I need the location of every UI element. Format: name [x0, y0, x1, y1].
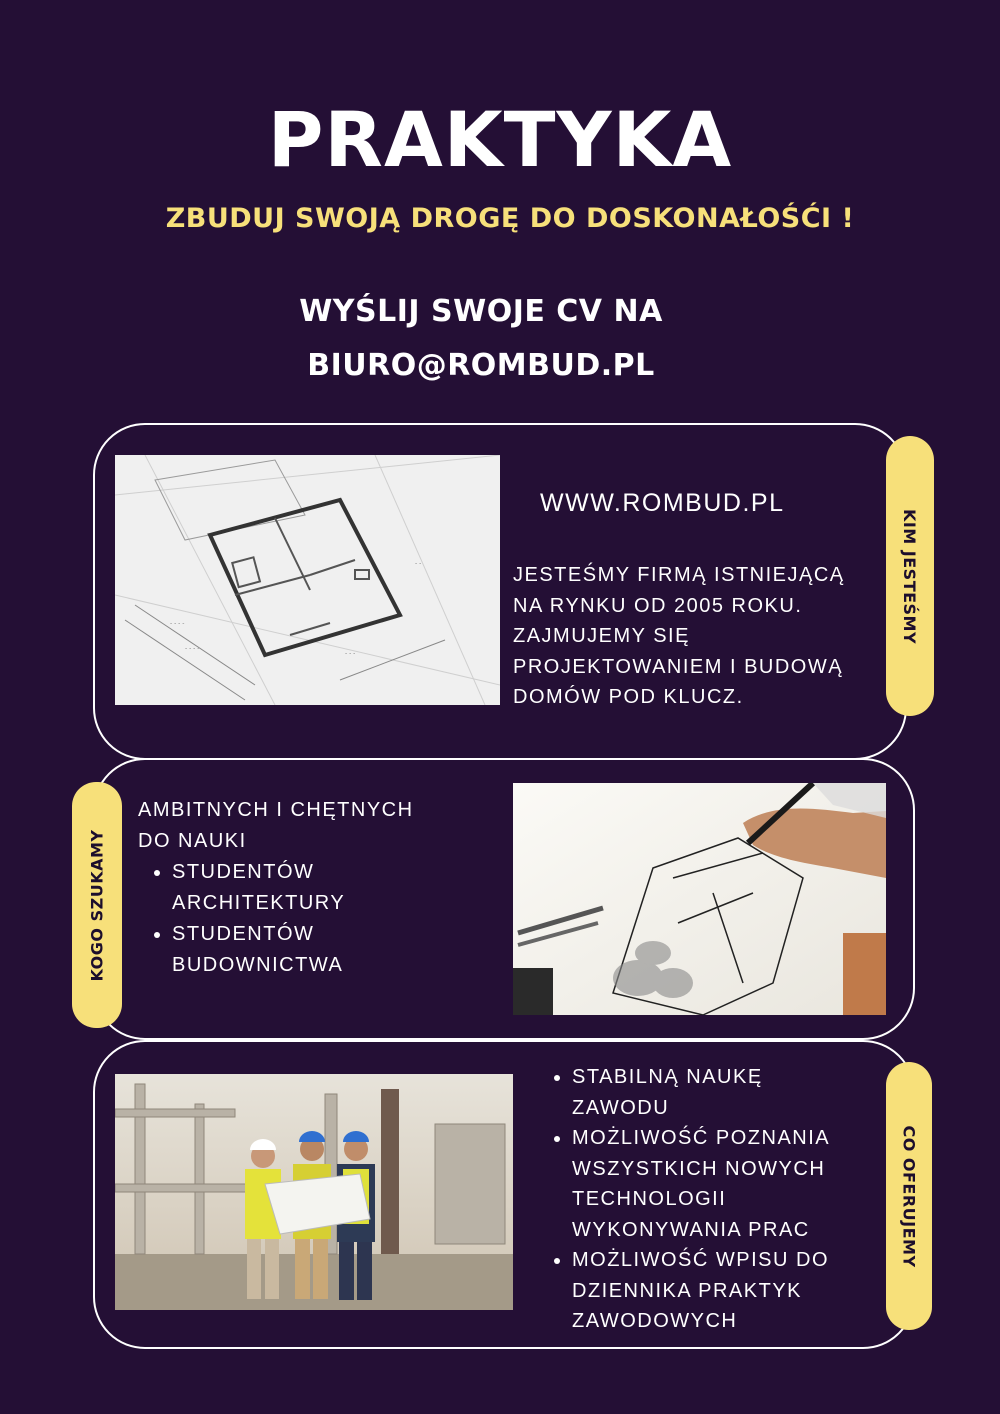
about-line: DOMÓW POD KLUCZ. — [513, 686, 744, 708]
about-line: JESTEŚMY FIRMĄ ISTNIEJĄCĄ — [513, 564, 845, 586]
tab-kogo-szukamy — [72, 782, 122, 1028]
list-item: STUDENTÓW BUDOWNICTWA — [138, 919, 414, 981]
svg-text:- - - -: - - - - — [170, 620, 185, 627]
page-title: PRAKTYKA — [267, 95, 733, 184]
offer-text — [538, 1062, 830, 1337]
tab-label: CO OFERUJEMY — [899, 1124, 919, 1268]
svg-text:- - - -: - - - - — [185, 645, 200, 652]
email-address[interactable]: BIURO@ROMBUD.PL — [307, 348, 655, 383]
floor-plan-image — [115, 455, 500, 705]
seek-text — [138, 795, 414, 981]
website-link[interactable]: WWW.ROMBUD.PL — [540, 489, 785, 517]
sketching-image — [513, 783, 886, 1015]
engineers-image — [115, 1074, 513, 1310]
about-line: NA RYNKU OD 2005 ROKU. — [513, 594, 803, 617]
seek-intro-line: AMBITNYCH I CHĘTNYCH — [138, 799, 414, 821]
page-subtitle: ZBUDUJ SWOJĄ DROGĘ DO DOSKONAŁOŚĆI ! — [165, 203, 855, 234]
cv-instruction: WYŚLIJ SWOJE CV NA — [299, 294, 663, 329]
about-line: ZAJMUJEMY SIĘ — [513, 625, 690, 647]
tab-co-oferujemy — [886, 1062, 932, 1330]
tab-label: KOGO SZUKAMY — [87, 829, 107, 981]
offer-list — [538, 1062, 830, 1337]
list-item: MOŻLIWOŚĆ WPISU DO DZIENNIKA PRAKTYK ZAWODOWYCH — [538, 1245, 830, 1337]
list-item: STABILNĄ NAUKĘ ZAWODU — [538, 1062, 830, 1123]
list-item: MOŻLIWOŚĆ POZNANIA WSZYSTKICH NOWYCH TECHNOLOGII WYKONYWANIA PRAC — [538, 1123, 830, 1245]
about-line: PROJEKTOWANIEM I BUDOWĄ — [513, 655, 844, 678]
tab-kim-jestesmy — [886, 436, 934, 716]
tab-label: KIM JESTEŚMY — [900, 508, 920, 644]
seek-list — [138, 857, 414, 981]
about-text — [513, 560, 845, 713]
seek-intro-line: DO NAUKI — [138, 830, 247, 852]
svg-text:- - -: - - - — [345, 650, 356, 657]
list-item: STUDENTÓW ARCHITEKTURY — [138, 857, 414, 919]
svg-text:- -: - - — [415, 560, 422, 567]
